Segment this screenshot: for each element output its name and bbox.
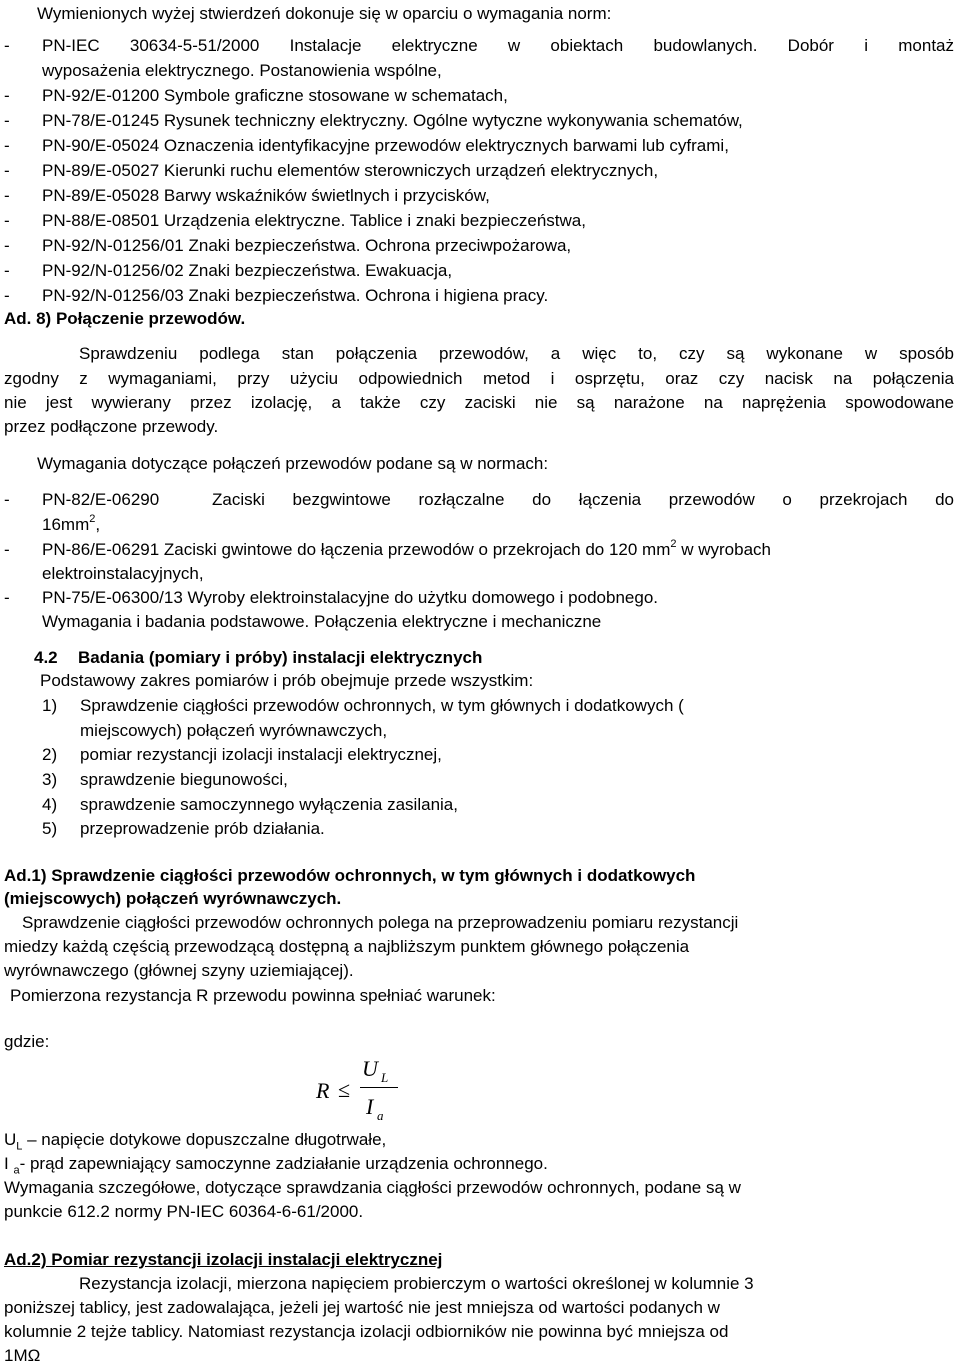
list-dash: - [4, 286, 10, 305]
formula-numerator-sub: L [381, 1070, 389, 1085]
norm-item: PN-78/E-01245 Rysunek techniczny elektryczny. Ogólne wytyczne wykonywania schematów, [42, 111, 743, 130]
paragraph-line: Sprawdzenie ciągłości przewodów ochronnych polega na przeprowadzeniu pomiaru rezystancji [22, 913, 739, 932]
paragraph-line: wyrównawczego (głównej szyny uziemiającej). [4, 961, 354, 980]
paragraph-line: przez podłączone przewody. [4, 417, 219, 436]
list-item: przeprowadzenie prób działania. [80, 819, 325, 838]
section-title: Badania (pomiary i próby) instalacji elektrycznych [78, 648, 483, 667]
norm-item: PN-IEC 30634-5-51/2000 Instalacje elektryczne w obiektach budowlanych. Dobór i montaż [42, 36, 954, 55]
norm-item-cont [42, 515, 100, 535]
list-dash: - [4, 588, 10, 607]
norm-item: PN-90/E-05024 Oznaczenia identyfikacyjne przewodów elektrycznych barwami lub cyframi, [42, 136, 729, 155]
list-dash: - [4, 86, 10, 105]
norm-item: PN-75/E-06300/13 Wyroby elektroinstalacyjne do użytku domowego i podobnego. [42, 588, 658, 607]
norm-item: PN-89/E-05027 Kierunki ruchu elementów sterowniczych urządzeń elektrycznych, [42, 161, 659, 180]
list-number: 4) [42, 795, 58, 814]
section-heading-ad8: Ad. 8) Połączenie przewodów. [4, 309, 246, 328]
list-number: 2) [42, 745, 58, 764]
norm-item: PN-92/N-01256/03 Znaki bezpieczeństwa. Ochrona i higiena pracy. [42, 286, 549, 305]
section-heading-ad1: Ad.1) Sprawdzenie ciągłości przewodów ochronnych, w tym głównych i dodatkowych [4, 866, 696, 885]
norm-text: w wyrobach [676, 540, 771, 559]
section-heading-ad2 [4, 1250, 442, 1270]
norm-item: PN-89/E-05028 Barwy wskaźników świetlnych i przycisków, [42, 186, 490, 205]
symbol: I [4, 1154, 14, 1173]
paragraph-line: kolumnie 2 tejże tablicy. Natomiast rezystancja izolacji odbiorników nie powinna być mniejsza od [4, 1322, 729, 1341]
norm-item-cont: elektroinstalacyjnych, [42, 564, 204, 583]
list-dash: - [4, 136, 10, 155]
subscript: a [13, 1164, 20, 1177]
superscript: 2 [670, 538, 677, 551]
list-item: Sprawdzenie ciągłości przewodów ochronnych, w tym głównych i dodatkowych ( [80, 696, 684, 715]
paragraph-line: Rezystancja izolacji, mierzona napięciem probierczym o wartości określonej w kolumnie 3 [79, 1274, 754, 1293]
fraction-bar [360, 1087, 398, 1088]
list-dash: - [4, 211, 10, 230]
requirements-intro: Wymagania dotyczące połączeń przewodów podane są w normach: [37, 454, 549, 473]
section-heading-ad1-cont: (miejscowych) połączeń wyrównawczych. [4, 889, 342, 908]
norm-item: PN-92/N-01256/02 Znaki bezpieczeństwa. Ewakuacja, [42, 261, 453, 280]
paragraph-line: Wymagania szczegółowe, dotyczące sprawdzania ciągłości przewodów ochronnych, podane są w [4, 1178, 741, 1197]
subscript: L [16, 1140, 23, 1153]
list-dash: - [4, 36, 10, 55]
norm-item-cont: wyposażenia elektrycznego. Postanowienia wspólne, [42, 61, 442, 80]
definition-text: - prąd zapewniający samoczynne zadziałanie urządzenia ochronnego. [19, 1154, 548, 1173]
list-item: sprawdzenie samoczynnego wyłączenia zasilania, [80, 795, 458, 814]
paragraph-line: punkcie 612.2 normy PN-IEC 60364-6-61/2000. [4, 1202, 364, 1221]
formula-numerator: U [362, 1056, 378, 1081]
formula-operator: ≤ [338, 1077, 351, 1102]
punctuation: , [95, 515, 101, 534]
paragraph-line: Pomierzona rezystancja R przewodu powinna spełniać warunek: [10, 986, 496, 1005]
list-item: pomiar rezystancji izolacji instalacji elektrycznej, [80, 745, 442, 764]
norm-item: PN-92/E-01200 Symbole graficzne stosowane w schematach, [42, 86, 508, 105]
list-item-cont: miejscowych) połączeń wyrównawczych, [80, 721, 388, 740]
paragraph-line: zgodny z wymaganiami, przy użyciu odpowiednich metod i osprzętu, oraz czy nacisk na połączenia [4, 369, 954, 388]
list-item: sprawdzenie biegunowości, [80, 770, 288, 789]
norm-text: PN-86/E-06291 Zaciski gwintowe do łączenia przewodów o przekrojach do 120 mm [42, 540, 671, 559]
norm-item-cont: Wymagania i badania podstawowe. Połączenia elektryczne i mechaniczne [42, 612, 602, 631]
norm-item [42, 540, 771, 560]
paragraph-line: miedzy każdą częścią przewodzącą dostępną a najbliższym punktem głównego połączenia [4, 937, 690, 956]
section-intro: Podstawowy zakres pomiarów i prób obejmuje przede wszystkim: [40, 671, 534, 690]
list-dash: - [4, 186, 10, 205]
norm-item: PN-92/N-01256/01 Znaki bezpieczeństwa. Ochrona przeciwpożarowa, [42, 236, 572, 255]
definition-ia [4, 1154, 548, 1177]
definition-text: – napięcie dotykowe dopuszczalne długotrwałe, [22, 1130, 387, 1149]
symbol: U [4, 1130, 17, 1149]
paragraph-line: poniższej tablicy, jest zadowalająca, jeżeli jej wartość nie jest mniejsza od wartości podanych w [4, 1298, 720, 1317]
formula-denominator-sub: a [377, 1108, 384, 1123]
list-dash: - [4, 261, 10, 280]
definition-ul [4, 1130, 387, 1153]
paragraph-line: nie jest wywierany przez izolację, a także czy zaciski nie są narażone na naprężenia spowodowane [4, 393, 954, 412]
list-dash: - [4, 111, 10, 130]
norm-item: PN-88/E-08501 Urządzenia elektryczne. Tablice i znaki bezpieczeństwa, [42, 211, 586, 230]
formula-denominator: I [366, 1094, 374, 1119]
list-number: 3) [42, 770, 58, 789]
heading-text: Ad.2) Pomiar rezystancji izolacji instalacji elektrycznej [4, 1250, 443, 1269]
where-label: gdzie: [4, 1032, 50, 1051]
unit-text: 16mm [42, 515, 90, 534]
formula-lhs: R [316, 1078, 330, 1103]
list-number: 5) [42, 819, 58, 838]
intro-text: Wymienionych wyżej stwierdzeń dokonuje się w oparciu o wymagania norm: [37, 4, 612, 23]
list-dash: - [4, 490, 10, 509]
superscript: 2 [89, 513, 96, 526]
section-number: 4.2 [34, 648, 58, 667]
list-dash: - [4, 236, 10, 255]
paragraph-line: Sprawdzeniu podlega stan połączenia przewodów, a więc to, czy są wykonane w sposób [79, 344, 954, 363]
list-dash: - [4, 161, 10, 180]
norm-code: PN-82/E-06290 [42, 490, 160, 509]
norm-title: Zaciski bezgwintowe rozłączalne do łączenia przewodów o przekrojach do [212, 490, 954, 509]
paragraph-line: 1MΩ [4, 1346, 41, 1365]
list-number: 1) [42, 696, 58, 715]
list-dash: - [4, 540, 10, 559]
